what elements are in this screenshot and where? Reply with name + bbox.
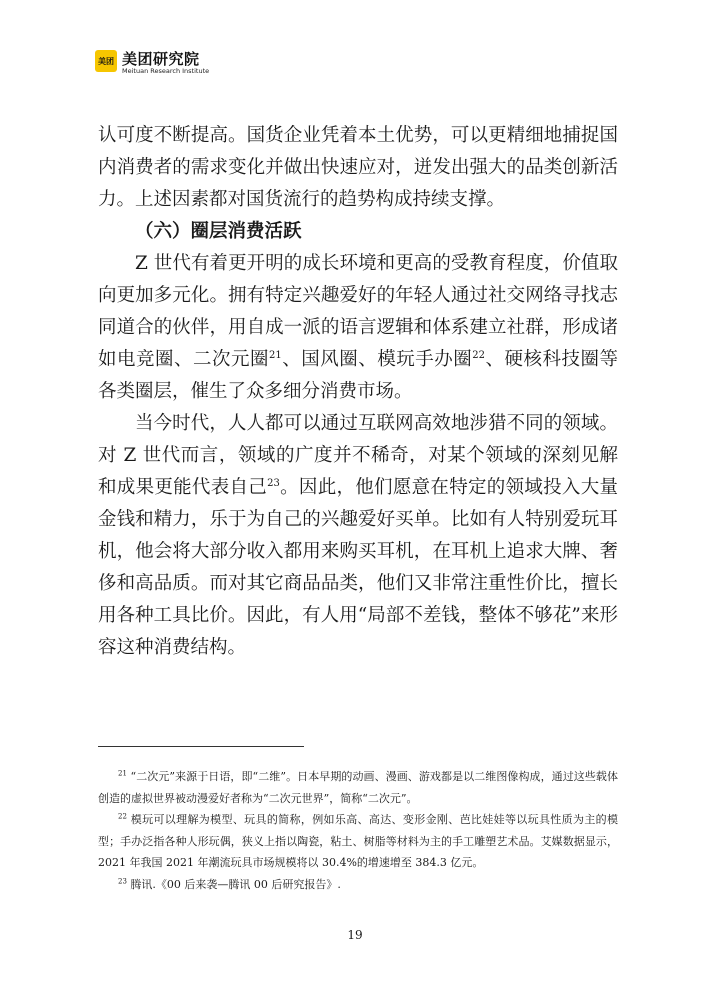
brand-name: 美团研究院 [122,50,200,68]
footnote-item [98,809,618,874]
footnote-item [98,766,618,809]
footnote-text: 腾讯.《00 后来袭—腾讯 00 后研究报告》. [130,877,341,891]
footnote-ref-22[interactable]: 22 [472,349,485,361]
footnote-divider [98,746,304,747]
meituan-logo-icon: 美团 [95,50,117,72]
footnote-ref-23[interactable]: 23 [267,477,280,489]
footnote-number: 21 [118,769,127,778]
paragraph-3 [98,408,618,664]
footnote-text: 模玩可以理解为模型、玩具的简称，例如乐高、高达、变形金刚、芭比娃娃等以玩具性质为主的模型；手办泛指各种人形玩偶，狭义上指以陶瓷，粘土、树脂等材料为主的手工雕塑艺术品。艾媒数据显示，2021 年我国 2021 年潮流玩具市场规模将以 30.4%的增速增至 384.3 亿元。 [98,813,619,869]
paragraph-1: 认可度不断提高。国货企业凭着本土优势，可以更精细地捕捉国内消费者的需求变化并做出快速应对，迸发出强大的品类创新活力。上述因素都对国货流行的趋势构成持续支撑。 [98,125,618,210]
paragraph-2-text-a: Z 世代有着更开明的成长环境和更高的受教育程度，价值取向更加多元化。拥有特定兴趣爱好的年轻人通过社交网络寻找志同道合的伙伴，用自成一派的语言逻辑和体系建立社群，形成诸如电竞圈、二次元圈 [98,253,618,370]
footnote-number: 23 [118,876,127,885]
paragraph-3-text-a: 当今时代，人人都可以通过互联网高效地涉猎不同的领域。对 Z 世代而言，领域的广度并不稀奇，对某个领域的深刻见解和成果更能代表自己 [98,413,618,498]
main-content [98,120,618,664]
brand-subtitle: Meituan Research Institute [122,67,210,75]
paragraph-2-text-b: 、国风圈、模玩手办圈 [281,349,473,370]
paragraph-3-text-b: 。因此，他们愿意在特定的领域投入大量金钱和精力，乐于为自己的兴趣爱好买单。比如有人特别爱玩耳机，他会将大部分收入都用来购买耳机，在耳机上追求大牌、奢侈和高品质。而对其它商品品类，他们又非常注重性价比，擅长用各种工具比价。因此，有人用“局部不差钱，整体不够花”来形容这种消费结构。 [98,477,618,658]
footnotes [98,766,618,895]
page-number: 19 [347,928,363,942]
footnote-text: “二次元”来源于日语，即“二维”。日本早期的动画、漫画、游戏都是以二维图像构成，通过这些载体创造的虚拟世界被动漫爱好者称为“二次元世界”，简称“二次元”。 [98,770,619,805]
section-heading: （六）圈层消费活跃 [135,221,302,242]
footnote-number: 22 [118,812,127,821]
footnote-item [98,874,618,896]
paragraph-2 [98,248,618,408]
footnote-ref-21[interactable]: 21 [269,349,282,361]
paragraph-2-text-c: 、硬核科技圈等各类圈层，催生了众多细分消费市场。 [98,349,618,402]
